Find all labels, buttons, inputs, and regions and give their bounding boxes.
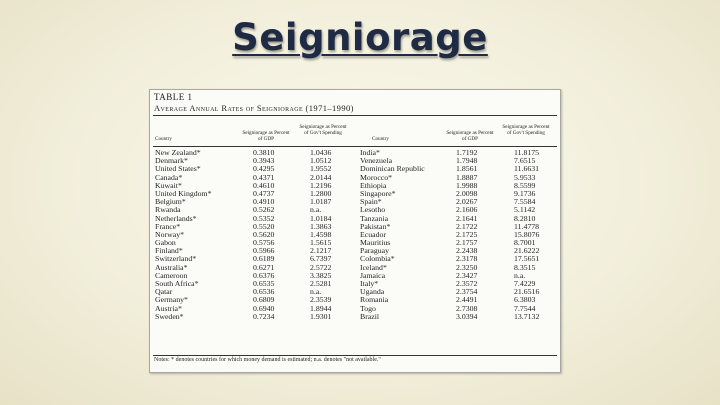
seigniorage-gdp-cell: 0.4610 (253, 180, 275, 190)
seigniorage-spending-cell: 15.8076 (514, 229, 540, 239)
seigniorage-gdp-cell: 0.4371 (253, 172, 275, 182)
seigniorage-spending-cell: 6.7397 (310, 254, 332, 264)
seigniorage-spending-cell: 13.7132 (514, 311, 540, 321)
table-row (150, 272, 560, 280)
header-seigniorage-spending-right: Seigniorage as Percent of Gov't Spending (502, 124, 550, 136)
country-cell: Norway* (155, 229, 185, 239)
seigniorage-spending-cell: 1.2196 (310, 180, 332, 190)
seigniorage-gdp-cell: 0.6940 (253, 303, 275, 313)
seigniorage-gdp-cell: 0.5520 (253, 221, 275, 231)
country-cell: South Africa* (155, 279, 199, 288)
seigniorage-spending-cell: 1.3863 (310, 221, 332, 231)
country-cell: Austria* (155, 303, 182, 313)
seigniorage-gdp-cell: 3.0394 (456, 311, 478, 321)
seigniorage-spending-cell: 1.9552 (310, 164, 332, 174)
country-cell: Cameroon (155, 270, 188, 280)
country-cell: India* (360, 148, 380, 157)
table-row (150, 174, 560, 182)
table-row (150, 165, 560, 173)
seigniorage-gdp-cell: 1.7192 (456, 148, 478, 157)
seigniorage-spending-cell: 8.5599 (514, 180, 536, 190)
country-cell: Spain* (360, 197, 382, 207)
country-cell: Jamaica (360, 270, 386, 280)
seigniorage-spending-cell: 2.0144 (310, 172, 332, 182)
seigniorage-table-image (149, 89, 561, 373)
seigniorage-gdp-cell: 2.1641 (456, 213, 478, 223)
seigniorage-spending-cell: 2.5722 (310, 262, 332, 272)
header-country-left: Country (155, 136, 173, 142)
seigniorage-spending-cell: 7.4229 (514, 279, 536, 288)
table-row (150, 239, 560, 247)
seigniorage-gdp-cell: 2.0267 (456, 197, 478, 207)
seigniorage-spending-cell: 2.1217 (310, 246, 332, 256)
country-cell: Togo (360, 303, 376, 313)
header-seigniorage-gdp-left: Seigniorage as Percent of GDP (242, 130, 290, 142)
seigniorage-spending-cell: 1.0436 (310, 148, 332, 157)
country-cell: Denmark* (155, 156, 188, 166)
seigniorage-spending-cell: 1.2800 (310, 188, 332, 198)
seigniorage-spending-cell: 11.4778 (514, 221, 540, 231)
seigniorage-gdp-cell: 2.3572 (456, 279, 478, 288)
seigniorage-gdp-cell: 2.1725 (456, 229, 478, 239)
country-cell: Tanzania (360, 213, 389, 223)
seigniorage-gdp-cell: 0.5756 (253, 238, 275, 248)
seigniorage-spending-cell: n.a. (310, 205, 322, 215)
table-row (150, 206, 560, 214)
country-cell: Dominican Republic (360, 164, 425, 174)
country-cell: Italy* (360, 279, 379, 288)
seigniorage-gdp-cell: 0.4737 (253, 188, 275, 198)
country-cell: United States* (155, 164, 201, 174)
seigniorage-gdp-cell: 0.3943 (253, 156, 275, 166)
country-cell: Qatar (155, 287, 173, 297)
seigniorage-spending-cell: 1.5615 (310, 238, 332, 248)
seigniorage-gdp-cell: 1.9988 (456, 180, 478, 190)
table-top-rule (153, 115, 557, 116)
seigniorage-spending-cell: 5.1142 (514, 205, 536, 215)
country-cell: Pakistan* (360, 221, 391, 231)
seigniorage-gdp-cell: 1.8887 (456, 172, 478, 182)
seigniorage-spending-cell: 3.3825 (310, 270, 332, 280)
country-cell: Kuwait* (155, 180, 182, 190)
table-row (150, 215, 560, 223)
country-cell: Sweden* (155, 311, 184, 321)
seigniorage-spending-cell: 8.7001 (514, 238, 536, 248)
country-cell: United Kingdom* (155, 188, 212, 198)
seigniorage-gdp-cell: 2.4491 (456, 295, 478, 305)
country-cell: New Zealand* (155, 148, 201, 157)
country-cell: Ecuador (360, 229, 386, 239)
seigniorage-spending-cell: 2.5281 (310, 279, 332, 288)
seigniorage-gdp-cell: 0.6536 (253, 287, 275, 297)
seigniorage-gdp-cell: 2.3178 (456, 254, 478, 264)
table-caption: Average Annual Rates of Seigniorage (1971–1990) (154, 103, 354, 113)
seigniorage-spending-cell: 2.3539 (310, 295, 332, 305)
country-cell: Mauritius (360, 238, 391, 248)
table-row (150, 296, 560, 304)
seigniorage-gdp-cell: 0.6271 (253, 262, 275, 272)
country-cell: Finland* (155, 246, 183, 256)
seigniorage-spending-cell: 6.3803 (514, 295, 536, 305)
country-cell: Gabon (155, 238, 176, 248)
table-row (150, 313, 560, 321)
header-seigniorage-gdp-right: Seigniorage as Percent of GDP (446, 130, 494, 142)
country-cell: Germany* (155, 295, 188, 305)
seigniorage-spending-cell: 1.0512 (310, 156, 332, 166)
header-country-right: Country (372, 136, 390, 142)
table-row (150, 288, 560, 296)
seigniorage-spending-cell: n.a. (514, 270, 526, 280)
seigniorage-gdp-cell: 0.3810 (253, 148, 275, 157)
table-row (150, 247, 560, 255)
seigniorage-spending-cell: 11.6631 (514, 164, 540, 174)
seigniorage-spending-cell: 1.0187 (310, 197, 332, 207)
seigniorage-gdp-cell: 0.6189 (253, 254, 275, 264)
seigniorage-gdp-cell: 0.5262 (253, 205, 275, 215)
seigniorage-gdp-cell: 2.7308 (456, 303, 478, 313)
seigniorage-spending-cell: 8.3515 (514, 262, 536, 272)
seigniorage-gdp-cell: 2.1757 (456, 238, 478, 248)
table-body (150, 149, 560, 321)
seigniorage-spending-cell: 5.9533 (514, 172, 536, 182)
seigniorage-spending-cell: 1.4598 (310, 229, 332, 239)
country-cell: Venezuela (360, 156, 393, 166)
seigniorage-spending-cell: 1.8944 (310, 303, 332, 313)
seigniorage-spending-cell: 1.9301 (310, 311, 332, 321)
seigniorage-gdp-cell: 0.6376 (253, 270, 275, 280)
seigniorage-spending-cell: 21.6516 (514, 287, 540, 297)
table-row (150, 223, 560, 231)
country-cell: Uganda (360, 287, 385, 297)
table-bottom-rule (153, 355, 557, 356)
seigniorage-gdp-cell: 0.5966 (253, 246, 275, 256)
country-cell: Netherlands* (155, 213, 197, 223)
seigniorage-gdp-cell: 0.6535 (253, 279, 275, 288)
seigniorage-gdp-cell: 0.5620 (253, 229, 275, 239)
country-cell: Singapore* (360, 188, 396, 198)
seigniorage-spending-cell: 21.6222 (514, 246, 540, 256)
table-row (150, 157, 560, 165)
table-row (150, 149, 560, 157)
seigniorage-spending-cell: 17.5651 (514, 254, 540, 264)
country-cell: Paraguay (360, 246, 390, 256)
country-cell: Iceland* (360, 262, 387, 272)
seigniorage-gdp-cell: 2.1722 (456, 221, 478, 231)
seigniorage-gdp-cell: 2.3427 (456, 270, 478, 280)
header-seigniorage-spending-left: Seigniorage as Percent of Gov't Spending (299, 124, 347, 136)
seigniorage-gdp-cell: 0.7234 (253, 311, 275, 321)
table-row (150, 231, 560, 239)
country-cell: France* (155, 221, 181, 231)
table-notes: Notes: * denotes countries for which money demand is estimated; n.a. denotes "not available." (154, 357, 381, 363)
seigniorage-gdp-cell: 2.3250 (456, 262, 478, 272)
country-cell: Morocco* (360, 172, 393, 182)
country-cell: Rwanda (155, 205, 181, 215)
seigniorage-spending-cell: 9.1736 (514, 188, 536, 198)
seigniorage-spending-cell: 8.2810 (514, 213, 536, 223)
seigniorage-gdp-cell: 2.3754 (456, 287, 478, 297)
slide-title: Seigniorage (232, 16, 488, 59)
seigniorage-gdp-cell: 1.7948 (456, 156, 478, 166)
seigniorage-gdp-cell: 2.2438 (456, 246, 478, 256)
country-cell: Belgium* (155, 197, 186, 207)
table-label: TABLE 1 (154, 92, 193, 102)
country-cell: Colombia* (360, 254, 395, 264)
seigniorage-spending-cell: 11.8175 (514, 148, 540, 157)
seigniorage-gdp-cell: 2.0098 (456, 188, 478, 198)
table-header-rule (153, 146, 557, 147)
country-cell: Brazil (360, 311, 380, 321)
seigniorage-spending-cell: 7.5584 (514, 197, 536, 207)
country-cell: Australia* (155, 262, 188, 272)
seigniorage-gdp-cell: 1.8561 (456, 164, 478, 174)
country-cell: Canada* (155, 172, 183, 182)
seigniorage-gdp-cell: 2.1606 (456, 205, 478, 215)
table-row (150, 190, 560, 198)
seigniorage-spending-cell: n.a. (310, 287, 322, 297)
table-row (150, 198, 560, 206)
country-cell: Lesotho (360, 205, 386, 215)
seigniorage-gdp-cell: 0.4295 (253, 164, 275, 174)
seigniorage-spending-cell: 7.7544 (514, 303, 536, 313)
seigniorage-gdp-cell: 0.6809 (253, 295, 275, 305)
seigniorage-gdp-cell: 0.5352 (253, 213, 275, 223)
table-row (150, 264, 560, 272)
seigniorage-spending-cell: 7.6515 (514, 156, 536, 166)
country-cell: Ethiopia (360, 180, 387, 190)
table-row (150, 305, 560, 313)
country-cell: Switzerland* (155, 254, 197, 264)
seigniorage-spending-cell: 1.0184 (310, 213, 332, 223)
seigniorage-gdp-cell: 0.4910 (253, 197, 275, 207)
table-row (150, 280, 560, 288)
country-cell: Romania (360, 295, 389, 305)
table-row (150, 255, 560, 263)
